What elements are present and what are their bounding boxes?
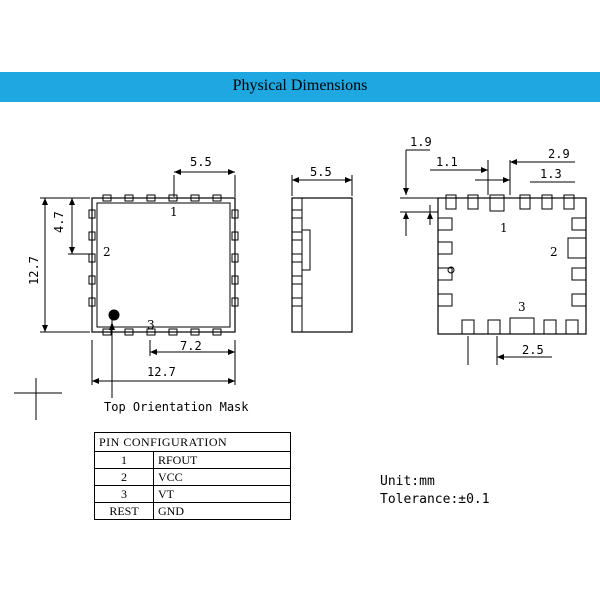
bottom-pin-3-label: 3 [518, 300, 526, 314]
bottom-pin-2-label: 2 [550, 245, 558, 259]
orientation-dot [109, 310, 119, 320]
pin-number: REST [95, 503, 154, 520]
dim-1-3: 1.3 [540, 167, 562, 181]
table-header-row [95, 433, 291, 452]
page-title: Physical Dimensions [232, 77, 368, 94]
orientation-mask-label: Top Orientation Mask [104, 400, 249, 414]
table-row [95, 469, 291, 486]
pin-number: 2 [95, 469, 154, 486]
pin-name: VT [154, 486, 291, 503]
dim-width: 12.7 [147, 365, 176, 379]
table-row [95, 452, 291, 469]
dim-bottom-pad: 7.2 [180, 339, 202, 353]
side-dim-width: 5.5 [310, 165, 332, 179]
pin-configuration-table [94, 432, 291, 520]
dim-1-1: 1.1 [436, 155, 458, 169]
side-view-package [292, 198, 352, 332]
bottom-view-package [438, 195, 586, 334]
pin-name: RFOUT [154, 452, 291, 469]
tolerance-note: Tolerance:±0.1 [380, 492, 490, 507]
pin-number: 3 [95, 486, 154, 503]
dim-2-9: 2.9 [548, 147, 570, 161]
pin-name: GND [154, 503, 291, 520]
unit-note: Unit:mm [380, 474, 435, 489]
dim-left-top: 4.7 [52, 211, 66, 233]
dim-1-9: 1.9 [410, 135, 432, 149]
top-pin-1-label: 1 [170, 205, 178, 219]
pin-name: VCC [154, 469, 291, 486]
table-row [95, 486, 291, 503]
table-header: PIN CONFIGURATION [95, 433, 291, 452]
bottom-pin-1-label: 1 [500, 221, 508, 235]
table-row [95, 503, 291, 520]
dim-height: 12.7 [27, 256, 41, 285]
dim-2-5: 2.5 [522, 343, 544, 357]
top-pin-2-label: 2 [103, 245, 111, 259]
pin-number: 1 [95, 452, 154, 469]
top-pin-3-label: 3 [147, 318, 155, 332]
dim-width-top: 5.5 [190, 155, 212, 169]
